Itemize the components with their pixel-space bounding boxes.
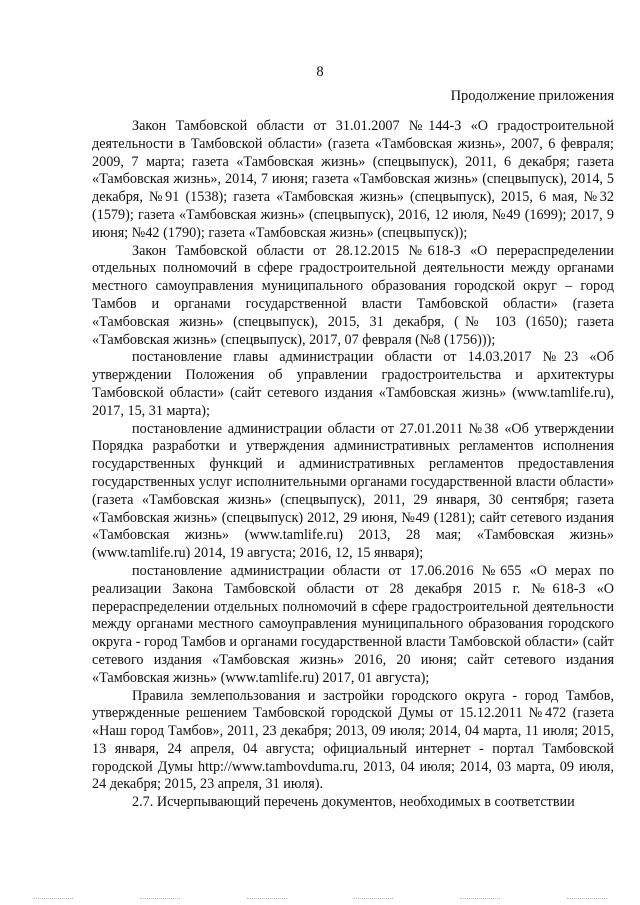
page-number: 8 — [316, 64, 324, 80]
scan-mark — [460, 898, 500, 902]
paragraph-decree-38: постановление администрации области от 27.01.2011 №38 «Об утверждении Порядка разработки и утверждения административных регламентов исполнения государственных функций и административных регламентов предоставления государственных услуг исполнительными органами государственной власти области» (газета «Тамбовская жизнь» (спецвыпуск), 2011, 29 января, 30 сентября; газета «Тамбовская жизнь» (спецвыпуск) 2012, 29 июня, №49 (1281); сайт сетевого издания «Тамбовская жизнь» (www.tamlife.ru) 2013, 28 мая; «Тамбовская жизнь» (www.tamlife.ru) 2014, 19 августа; 2016, 12, 15 января); — [92, 420, 614, 562]
paragraph-land-use-rules: Правила землепользования и застройки городского округа - город Тамбов, утвержденные решением Тамбовской городской Думы от 15.12.2011 №472 (газета «Наш город Тамбов», 2011, 23 декабря; 2013, 09 июля; 2014, 04 марта, 11 июля; 2015, 13 января, 24 апреля, 04 августа; официальный интернет - портал Тамбовской городской Думы http://www.tambovduma.ru, 2013, 04 июля; 2014, 03 марта, 09 июля, 24 декабря; 2015, 23 апреля, 31 июля). — [92, 687, 614, 793]
document-body — [92, 118, 614, 812]
paragraph-decree-655: постановление администрации области от 17.06.2016 №655 «О мерах по реализации Закона Тамбовской области от 28 декабря 2015 г. №618-З «О перераспределении отдельных полномочий в сфере градостроительной деятельности между органами местного самоуправления муниципального образования городского округа - город Тамбов и органами государственной власти Тамбовской области» (сайт сетевого издания «Тамбовская жизнь» 2016, 20 июня; сайт сетевого издания «Тамбовская жизнь» (www.tamlife.ru) 2017, 01 августа); — [92, 562, 614, 686]
scan-mark — [33, 898, 73, 902]
paragraph-section-2-7: 2.7. Исчерпывающий перечень документов, необходимых в соответствии — [132, 794, 575, 811]
scan-mark — [140, 898, 180, 902]
scan-mark — [353, 898, 393, 902]
paragraph-law-618: Закон Тамбовской области от 28.12.2015 №618-З «О перераспределении отдельных полномочий в сфере градостроительной деятельности между органами местного самоуправления муниципального образования городской округ – город Тамбов и органами государственной власти Тамбовской области» (газета «Тамбовская жизнь» (спецвыпуск), 2015, 31 декабря, (№ 103 (1650); газета «Тамбовская жизнь» (спецвыпуск), 2017, 07 февраля (№8 (1756))); — [92, 242, 614, 348]
paragraph-law-144: Закон Тамбовской области от 31.01.2007 №144-З «О градостроительной деятельности в Тамбовской области» (газета «Тамбовская жизнь», 2007, 6 февраля; 2009, 7 марта; газета «Тамбовская жизнь» (спецвыпуск), 2011, 6 декабря; газета «Тамбовская жизнь», 2014, 7 июня; газета «Тамбовская жизнь» (спецвыпуск), 2014, 5 декабря, №91 (1538); газета «Тамбовская жизнь» (спецвыпуск), 2015, 6 мая, №32 (1579); газета «Тамбовская жизнь» (спецвыпуск), 2016, 12 июля, №49 (1699); 2017, 9 июня; №42 (1790); газета «Тамбовская жизнь» (спецвыпуск)); — [92, 118, 614, 241]
scan-edge-marks — [0, 898, 640, 902]
scan-mark — [247, 898, 287, 902]
scan-mark — [567, 898, 607, 902]
continuation-label: Продолжение приложения — [450, 88, 614, 104]
paragraph-decree-23: постановление главы администрации области от 14.03.2017 №23 «Об утверждении Положения об управлении градостроительства и архитектуры Тамбовской области» (сайт сетевого издания «Тамбовская жизнь» (www.tamlife.ru), 2017, 15, 31 марта); — [92, 349, 614, 419]
